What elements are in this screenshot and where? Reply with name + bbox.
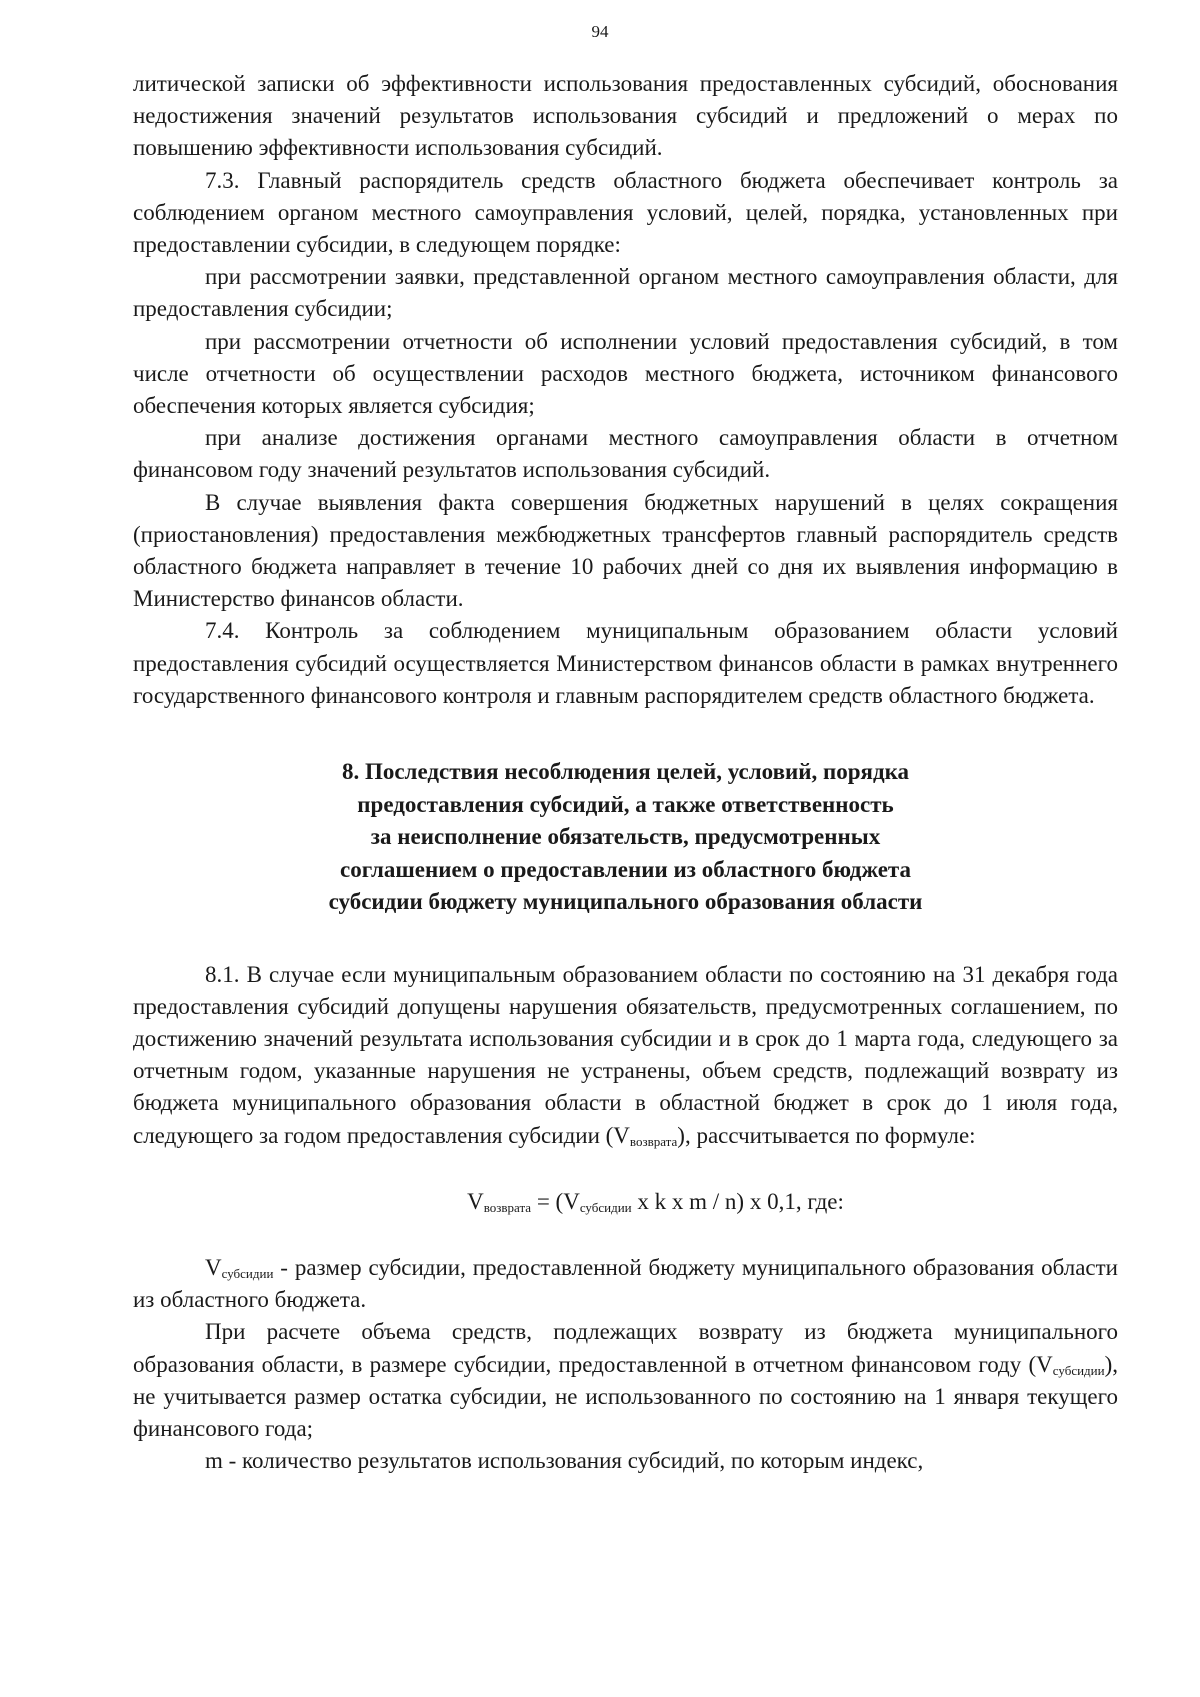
paragraph-tail: ), рассчитывается по формуле: [677,1122,976,1148]
heading-line: 8. Последствия несоблюдения целей, условий, порядка [341,759,910,785]
heading-line: субсидии бюджету муниципального образования области [328,889,923,915]
paragraph-text: При расчете объема средств, подлежащих возврату из бюджета муниципального образования области, в размере субсидии, предоставленной в отчетном финансовом году (V [133,1319,1118,1377]
definition-v [133,1252,1118,1316]
document-body [133,68,1118,1477]
paragraph: 7.3. Главный распорядитель средств областного бюджета обеспечивает контроль за соблюдением органом местного самоуправления условий, целей, порядка, установленных при предоставлении субсидии, в следующем порядке: [133,167,1118,258]
paragraph: при рассмотрении заявки, представленной органом местного самоуправления области, для предоставления субсидии; [133,264,1118,322]
section-heading [133,756,1118,919]
formula-v: V [467,1188,484,1214]
paragraph: В случае выявления факта совершения бюджетных нарушений в целях сокращения (приостановления) предоставления межбюджетных трансфертов главный распорядитель средств областного бюджета направляет в течение 10 рабочих дней со дня их выявления информацию в Министерство финансов области. [133,489,1118,612]
paragraph: при рассмотрении отчетности об исполнении условий предоставления субсидий, в том числе отчетности об осуществлении расходов местного бюджета, источником финансового обеспечения которых является субсидия; [133,328,1118,419]
heading-line: предоставления субсидий, а также ответственность [357,791,894,817]
paragraph-8-1 [133,959,1118,1152]
paragraph: 7.4. Контроль за соблюдением муниципальным образованием области условий предоставления субсидий осуществляется Министерством финансов области в рамках внутреннего государственного финансового контроля и главным распорядителем средств областного бюджета. [133,618,1118,708]
def-symbol: V [205,1254,222,1280]
definition-m: m - количество результатов использования субсидий, по которым индекс, [205,1448,924,1474]
subscript: субсидии [1052,1362,1105,1378]
subscript: субсидии [221,1265,274,1281]
subscript: возврата [629,1133,678,1149]
paragraph: при анализе достижения органами местного самоуправления области в отчетном финансовом году значений результатов использования субсидий. [133,425,1118,483]
def-text: - размер субсидии, предоставленной бюджету муниципального образования области из областного бюджета. [133,1254,1118,1313]
heading-line: соглашением о предоставлении из областного бюджета [339,856,911,882]
paragraph: литической записки об эффективности использования предоставленных субсидий, обоснования недостижения значений результатов использования субсидий и предложений о мерах по повышению эффективности использования субсидий. [133,71,1118,161]
paragraph-calc [133,1316,1118,1445]
formula-rest: x k x m / n) x 0,1, где: [631,1188,844,1214]
paragraph-text: 8.1. В случае если муниципальным образованием области по состоянию на 31 декабря года предоставления субсидий допущены нарушения обязательств, предусмотренных соглашением, по достижению значений результата использования субсидии и в срок до 1 марта года, следующего за отчетным годом, указанные нарушения не устранены, объем средств, подлежащий возврату из бюджета муниципального образования области в областной бюджет в срок до 1 июля года, следующего за годом предоставления субсидии (V [133,961,1118,1148]
formula-eq: = (V [531,1188,580,1214]
heading-line: за неисполнение обязательств, предусмотренных [370,824,881,850]
subscript: возврата [483,1199,532,1215]
subscript: субсидии [579,1199,632,1215]
page-number: 94 [591,22,609,41]
paragraph-tail: ), не учитывается размер остатка субсидии, не использованного по состоянию на 1 января текущего финансового года; [133,1351,1118,1441]
formula [133,1186,1118,1218]
